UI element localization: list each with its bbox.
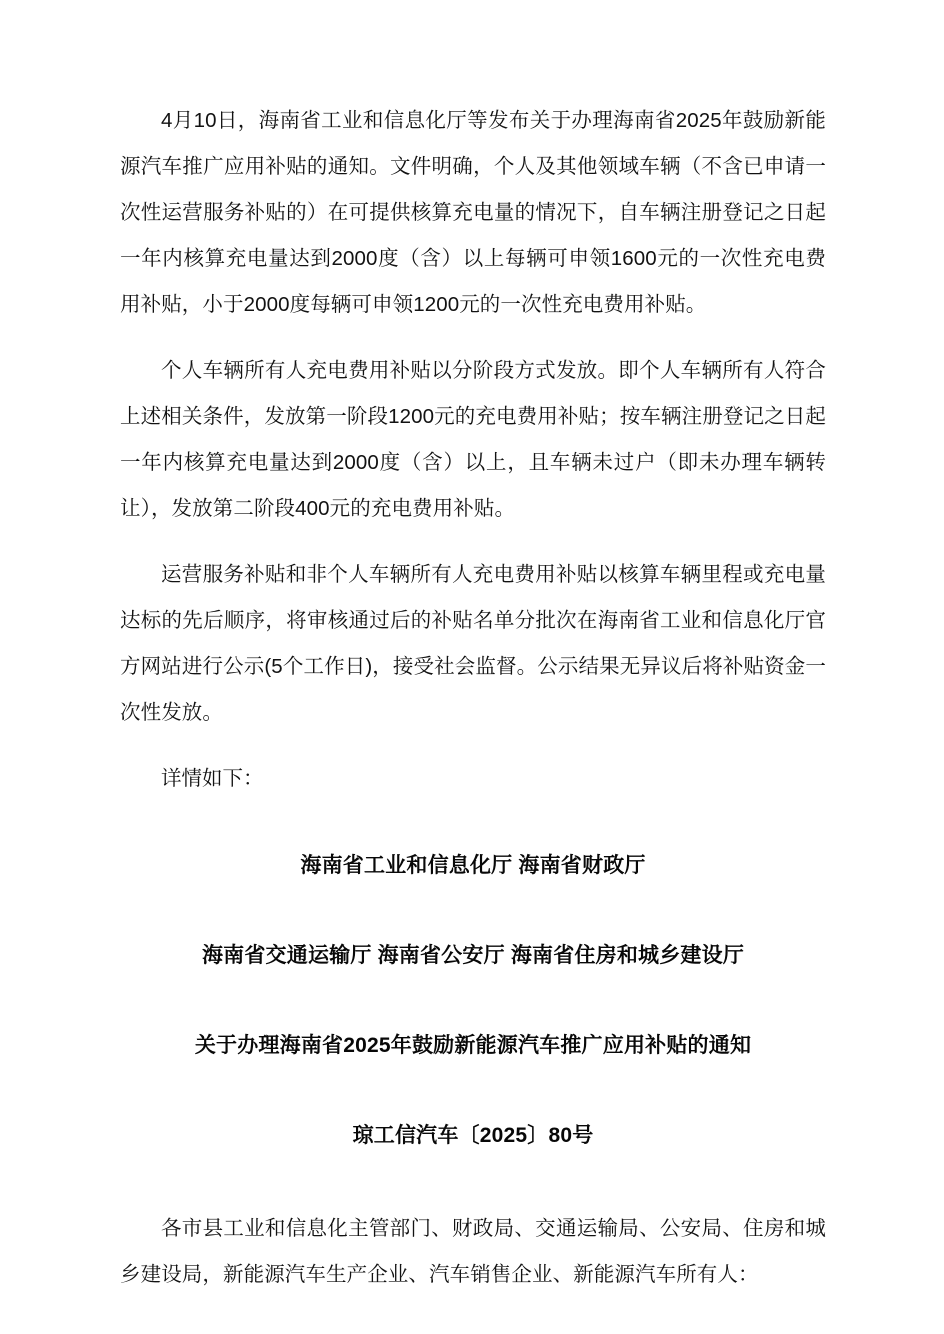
body-paragraph-2: 个人车辆所有人充电费用补贴以分阶段方式发放。即个人车辆所有人符合上述相关条件，发放第一阶段1200元的充电费用补贴；按车辆注册登记之日起一年内核算充电量达到2000度（含）以上，且车辆未过户（即未办理车辆转让），发放第二阶段400元的充电费用补贴。 bbox=[120, 359, 826, 520]
issuing-agencies-block bbox=[120, 832, 826, 1170]
detail-lead-in: 详情如下： bbox=[161, 767, 264, 790]
spacer-before-notice-title bbox=[120, 990, 826, 1012]
spacer-between-agency-lines bbox=[120, 900, 826, 922]
spacer-before-doc-number bbox=[120, 1080, 826, 1102]
recipients-paragraph: 各市县工业和信息化主管部门、财政局、交通运输局、公安局、住房和城乡建设局，新能源汽车生产企业、汽车销售企业、新能源汽车所有人： bbox=[120, 1217, 826, 1286]
body-paragraph-3: 运营服务补贴和非个人车辆所有人充电费用补贴以核算车辆里程或充电量达标的先后顺序，将审核通过后的补贴名单分批次在海南省工业和信息化厅官方网站进行公示(5个工作日)，接受社会监督。公示结果无异议后将补贴资金一次性发放。 bbox=[120, 563, 826, 724]
spacer-before-recipients bbox=[120, 1170, 826, 1206]
document-body bbox=[120, 98, 826, 1318]
issuing-agencies-line-2: 海南省交通运输厅 海南省公安厅 海南省住房和城乡建设厅 bbox=[201, 944, 745, 967]
notice-title: 关于办理海南省2025年鼓励新能源汽车推广应用补贴的通知 bbox=[194, 1034, 752, 1057]
document-number: 琼工信汽车〔2025〕80号 bbox=[352, 1124, 594, 1147]
spacer-before-headings bbox=[120, 802, 826, 832]
issuing-agencies-line-1: 海南省工业和信息化厅 海南省财政厅 bbox=[300, 854, 646, 877]
body-paragraph-1: 4月10日，海南省工业和信息化厅等发布关于办理海南省2025年鼓励新能源汽车推广应用补贴的通知。文件明确，个人及其他领域车辆（不含已申请一次性运营服务补贴的）在可提供核算充电量的情况下，自车辆注册登记之日起一年内核算充电量达到2000度（含）以上每辆可申领1600元的一次性充电费用补贴，小于2000度每辆可申领1200元的一次性充电费用补贴。 bbox=[120, 109, 826, 316]
